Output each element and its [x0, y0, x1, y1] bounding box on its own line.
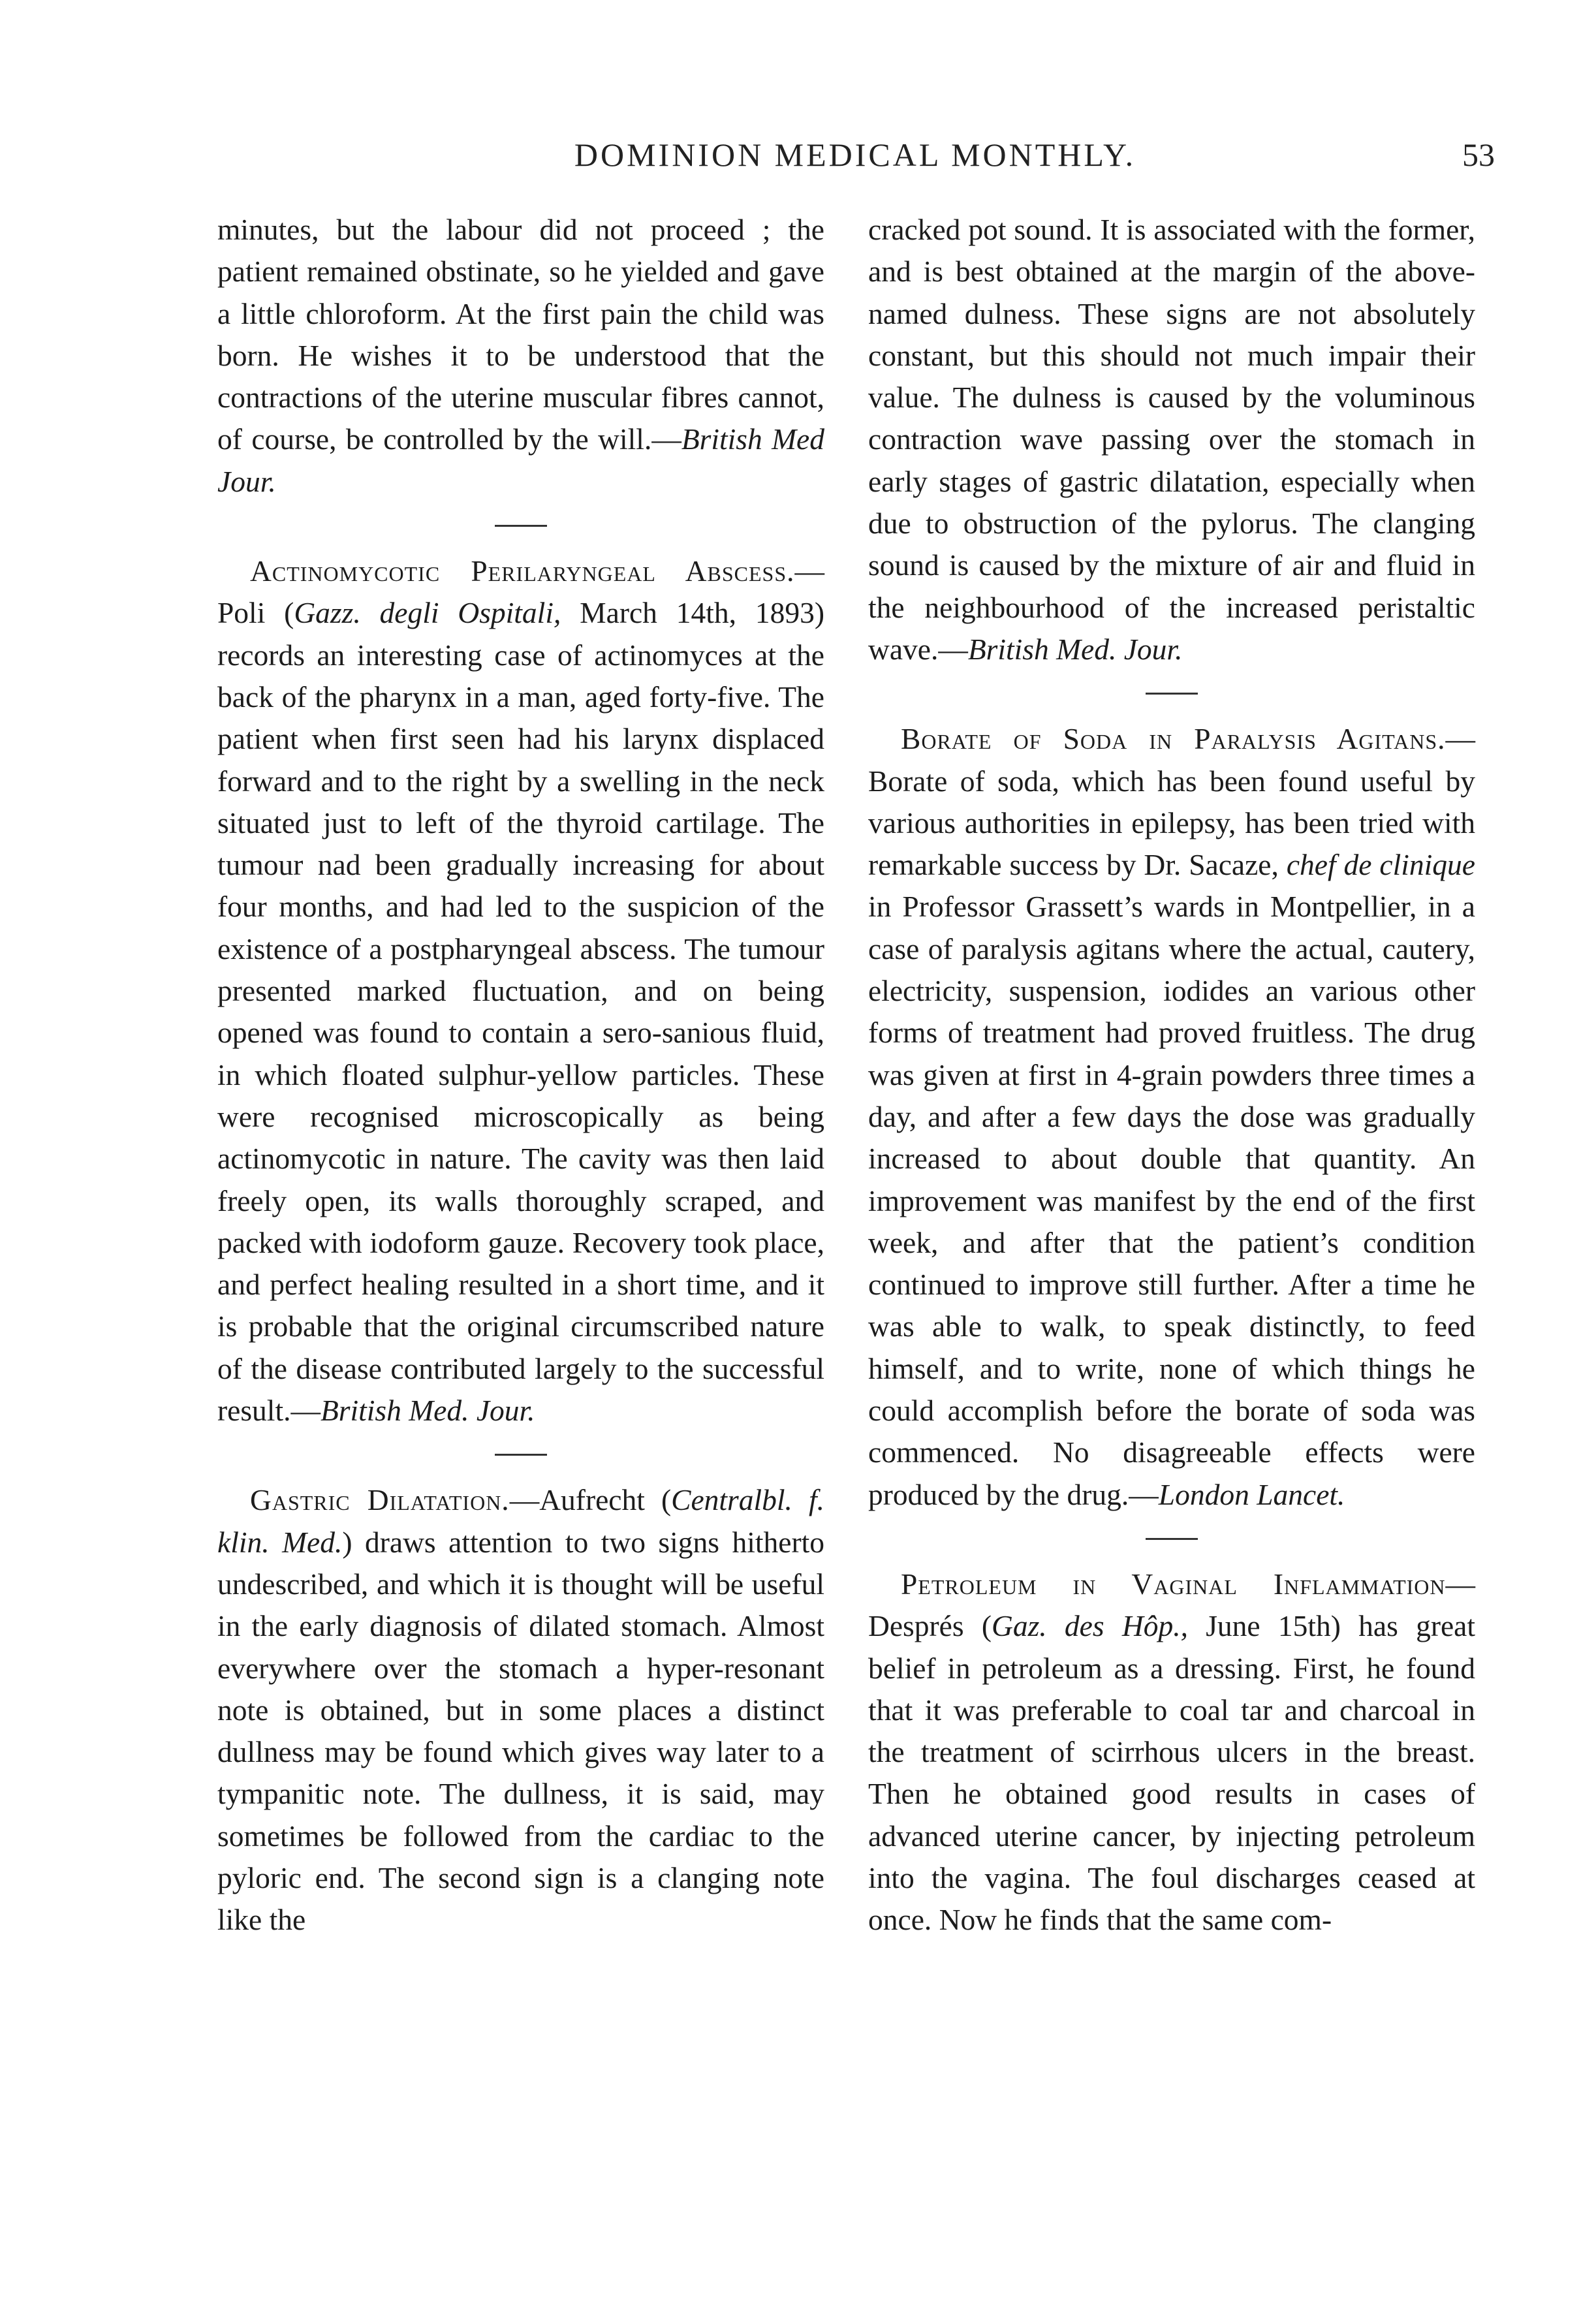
page-number: 53: [1462, 136, 1495, 173]
section-divider: [1146, 1538, 1198, 1540]
paragraph-continuation: [868, 209, 1475, 670]
paragraph-text: cracked pot sound. It is associated with the former, and is best obtained at the margin of the above-named dulness. These signs are not absolutely constant, but this should not much impair their value. The dulness is caused by the voluminous contraction wave passing over the stomach in early stages of gastric dilatation, especially when due to obstruction of the pylorus. The clanging sound is caused by the mixture of air and fluid in the neighbourhood of the increased peristaltic wave.—: [868, 213, 1475, 666]
article-heading: Actinomycotic Perilaryngeal Abscess.: [250, 554, 795, 588]
source-citation: London Lancet.: [1158, 1477, 1345, 1511]
journal-reference: chef de clinique: [1286, 848, 1475, 882]
running-title: DOMINION MEDICAL MONTHLY.: [574, 136, 1136, 173]
article-text: —Borate of soda, which has been found useful by various authorities in epilepsy, has been tried with remarkable success by Dr. Sacaze,: [868, 722, 1475, 882]
article-gastric-dilatation: [217, 1479, 824, 1941]
page-header: [215, 136, 1495, 188]
journal-reference: Gaz. des Hôp.,: [991, 1609, 1188, 1643]
left-column: [217, 209, 824, 1941]
article-text: ) draws attention to two signs hitherto undescribed, and which it is thought will be useful in the early diagnosis of dilated stomach. Almost everywhere over the stomach a hyper-resonant note is obtained, but in some places a distinct dullness may be found which gives way later to a tympanitic note. The dullness, it is said, may sometimes be followed from the cardiac to the pyloric end. The second sign is a clanging note like the: [217, 1525, 824, 1937]
paragraph-continuation: [217, 209, 824, 503]
article-text: in Professor Grassett’s wards in Montpellier, in a case of paralysis agitans where the actual, cautery, electricity, suspension, iodides an various other forms of treatment had proved fruitless. The drug was given at first in 4-grain powders three times a day, and after a few days the dose was gradually increased to about double that quantity. An improvement was manifest by the end of the first week, and after that the patient’s condition continued to improve still further. After a time he was able to walk, to speak distinctly, to feed himself, and to write, none of which things he could accomplish before the borate of soda was commenced. No disagreeable effects were produced by the drug.—: [868, 890, 1475, 1511]
source-citation: British Med Jour.: [217, 422, 824, 498]
article-actinomycotic: [217, 550, 824, 1432]
section-divider: [1146, 693, 1198, 695]
article-text: —Aufrecht (: [509, 1483, 672, 1517]
article-text: June 15th) has great belief in petroleum as a dressing. First, he found that it was preferable to coal tar and charcoal in the treatment of scirrhous ulcers in the breast. Then he obtained good results in cases of advanced uterine cancer, by injecting petroleum into the vagina. The foul discharges ceased at once. Now he finds that the same com-: [868, 1609, 1476, 1937]
article-heading: Gastric Dilatation.: [250, 1483, 510, 1517]
article-heading: Petroleum in Vaginal Inflammation: [901, 1567, 1446, 1601]
article-borate-of-soda: [868, 718, 1475, 1516]
article-text: —Després (: [868, 1567, 1475, 1643]
journal-reference: Centralbl. f. klin. Med.: [217, 1483, 824, 1559]
section-divider: [495, 1454, 547, 1456]
article-text: —Poli (: [217, 554, 824, 630]
source-citation: British Med. Jour.: [320, 1394, 535, 1428]
article-text: March 14th, 1893) records an interesting case of actinomyces at the back of the pharynx in a man, aged forty-five. The patient when first seen had his larynx displaced forward and to the right by a swelling in the neck situated just to left of the thyroid cartilage. The tumour nad been gradually increasing for about four months, and had led to the suspicion of the existence of a postpharyngeal abscess. The tumour presented marked fluctuation, and on being opened was found to contain a sero-sanious fluid, in which floated sulphur-yellow particles. These were recognised microscopically as being actinomycotic in nature. The cavity was then laid freely open, its walls thoroughly scraped, and packed with iodoform gauze. Recovery took place, and perfect healing resulted in a short time, and it is probable that the original circumscribed nature of the disease contributed largely to the successful result.—: [217, 596, 824, 1428]
article-heading: Borate of Soda in Paralysis Agitans.: [901, 722, 1446, 756]
right-column: [868, 209, 1475, 1941]
source-citation: British Med. Jour.: [967, 632, 1183, 666]
journal-reference: Gazz. degli Ospitali,: [294, 596, 561, 630]
paragraph-text: minutes, but the labour did not proceed ; the patient remained obstinate, so he yielded and gave a little chloroform. At the first pain the child was born. He wishes it to be understood that the contractions of the uterine muscular fibres cannot, of course, be controlled by the will.—: [217, 213, 824, 456]
article-petroleum: [868, 1563, 1475, 1941]
section-divider: [495, 525, 547, 527]
